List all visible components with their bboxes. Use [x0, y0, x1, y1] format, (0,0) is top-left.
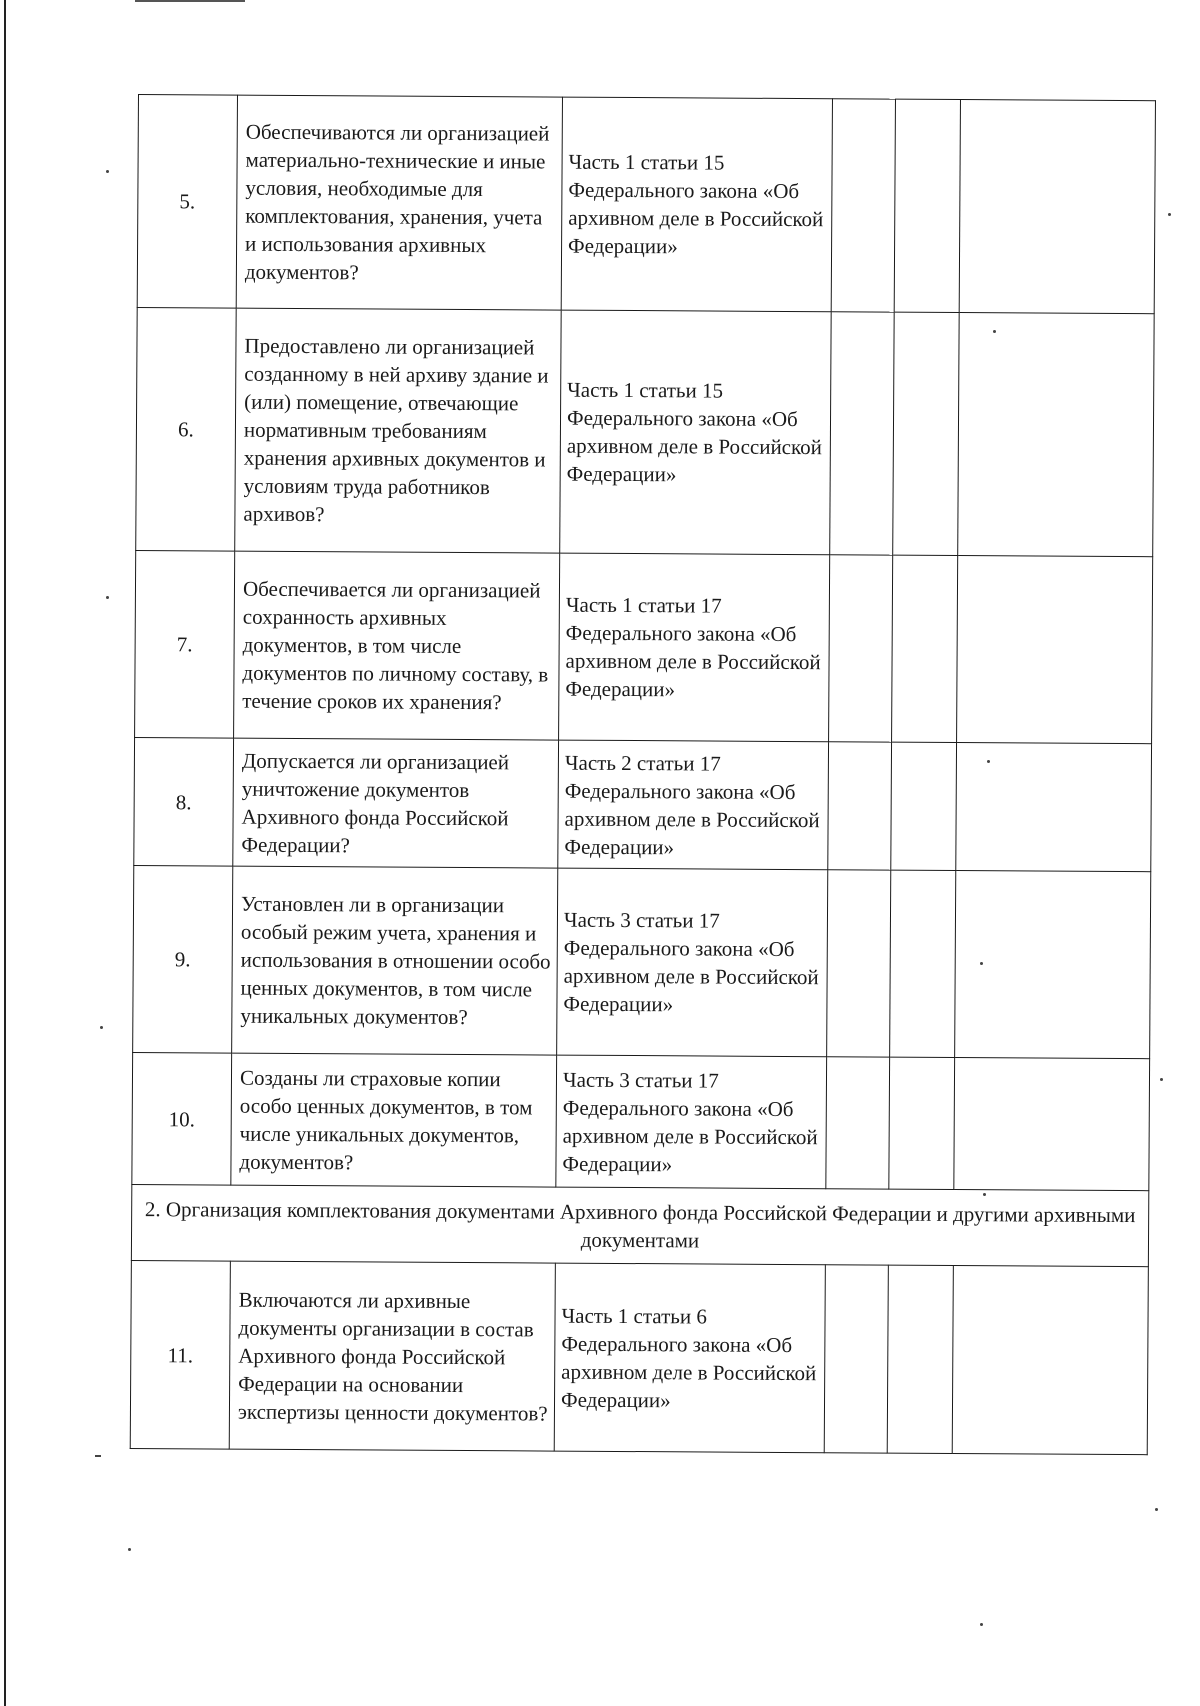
notes-cell	[959, 100, 1155, 314]
table-row	[135, 550, 1153, 743]
table-row	[130, 1260, 1148, 1454]
row-number: 11.	[130, 1260, 230, 1449]
answer-yes-cell	[826, 1057, 890, 1189]
notes-cell	[955, 871, 1151, 1059]
answer-no-cell	[892, 555, 958, 742]
table-row	[133, 865, 1151, 1058]
question-cell: Включаются ли архивные документы организации в состав Архивного фонда Российской Федерации на основании экспертизы ценности документов?	[229, 1261, 555, 1451]
row-number: 6.	[136, 307, 236, 551]
answer-no-cell	[889, 1057, 955, 1189]
legal-basis-cell: Часть 2 статьи 17 Федерального закона «Об архивном деле в Российской Федерации»	[558, 740, 829, 870]
row-number: 10.	[132, 1052, 232, 1185]
notes-cell	[958, 313, 1154, 557]
scan-speck	[1160, 1078, 1163, 1081]
notes-cell	[954, 1058, 1150, 1191]
answer-no-cell	[887, 1265, 953, 1453]
question-cell: Обеспечивается ли организацией сохранность архивных документов, в том числе документов по личному составу, в течение сроков их хранения?	[234, 551, 560, 740]
answer-yes-cell	[828, 742, 892, 870]
scan-speck	[980, 1623, 983, 1626]
scan-speck	[1155, 1508, 1158, 1511]
table-row	[134, 737, 1152, 871]
notes-cell	[956, 743, 1152, 872]
answer-yes-cell	[830, 312, 894, 555]
row-number: 9.	[133, 865, 233, 1053]
answer-no-cell	[894, 99, 960, 312]
scan-speck	[128, 1548, 131, 1551]
answer-yes-cell	[831, 99, 895, 312]
question-cell: Предоставлено ли организацией созданному в ней архиву здание и (или) помещение, отвечающие нормативным требованиям хранения архивных документов и условиям труда работников архивов?	[235, 308, 561, 553]
table-row	[132, 1052, 1150, 1190]
legal-basis-cell: Часть 1 статьи 15 Федерального закона «Об архивном деле в Российской Федерации»	[560, 310, 831, 555]
row-number: 7.	[135, 550, 235, 738]
answer-no-cell	[890, 870, 956, 1057]
question-cell: Установлен ли в организации особый режим учета, хранения и использования в отношении особо ценных документов, в том числе уникальных документов?	[232, 866, 558, 1055]
table-row	[136, 307, 1154, 556]
scan-speck	[95, 1455, 101, 1457]
answer-no-cell	[893, 312, 959, 555]
legal-basis-cell: Часть 3 статьи 17 Федерального закона «Об архивном деле в Российской Федерации»	[557, 868, 828, 1057]
legal-basis-cell: Часть 1 статьи 15 Федерального закона «Об архивном деле в Российской Федерации»	[561, 97, 832, 312]
answer-yes-cell	[827, 870, 891, 1057]
scan-top-mark	[135, 0, 245, 2]
legal-basis-cell: Часть 1 статьи 6 Федерального закона «Об архивном деле в Российской Федерации»	[554, 1263, 825, 1453]
section-heading: 2. Организация комплектования документами Архивного фонда Российской Федерации и другими архивными документами	[131, 1184, 1148, 1266]
notes-cell	[952, 1266, 1148, 1455]
question-cell: Допускается ли организацией уничтожение документов Архивного фонда Российской Федерации?	[233, 738, 559, 868]
answer-yes-cell	[829, 555, 893, 742]
question-cell: Обеспечиваются ли организацией материально-технические и иные условия, необходимые для комплектования, хранения, учета и использования архивных документов?	[236, 95, 562, 310]
row-number: 8.	[134, 737, 234, 866]
scan-speck	[106, 170, 109, 173]
answer-no-cell	[891, 742, 957, 870]
notes-cell	[957, 556, 1153, 744]
checklist-table	[130, 94, 1156, 1455]
section-heading-row	[131, 1184, 1148, 1266]
scan-speck	[100, 1026, 103, 1029]
scan-speck	[1168, 213, 1171, 216]
question-cell: Созданы ли страховые копии особо ценных документов, в том числе уникальных документов, документов?	[231, 1053, 557, 1187]
scan-speck	[106, 596, 109, 599]
answer-yes-cell	[824, 1265, 888, 1453]
legal-basis-cell: Часть 3 статьи 17 Федерального закона «Об архивном деле в Российской Федерации»	[556, 1055, 827, 1189]
table-row	[137, 95, 1155, 314]
row-number: 5.	[137, 95, 237, 309]
scan-edge-line	[4, 0, 6, 1706]
legal-basis-cell: Часть 1 статьи 17 Федерального закона «Об архивном деле в Российской Федерации»	[559, 553, 830, 742]
